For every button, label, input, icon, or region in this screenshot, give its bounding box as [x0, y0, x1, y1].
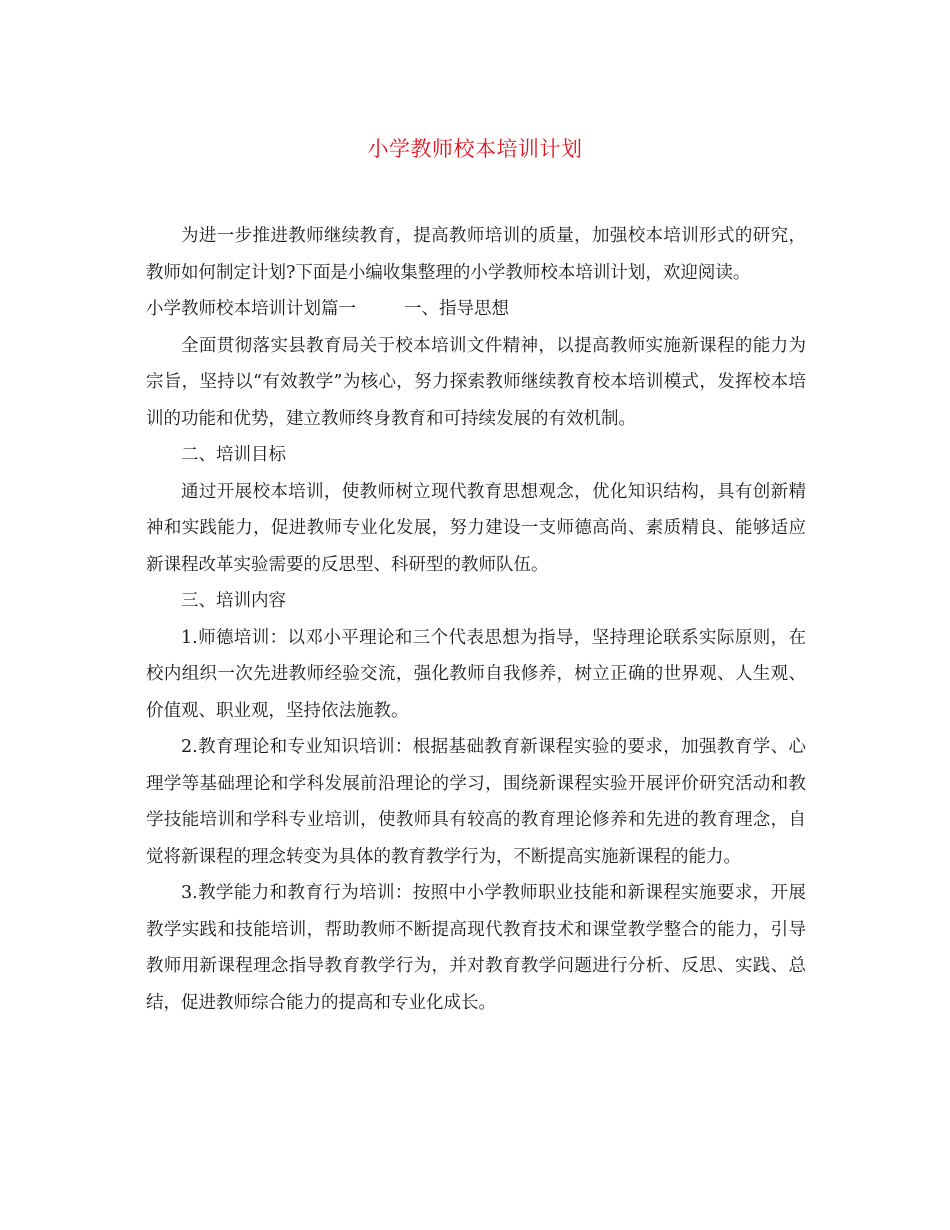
training-item-theory: 2.教育理论和专业知识培训：根据基础教育新课程实验的要求，加强教育学、心理学等基础理论和学科发展前沿理论的学习，围绕新课程实验开展评价研究活动和教学技能培训和学科专业培训，使教师具有较高的教育理论修养和先进的教育理念，自觉将新课程的理念转变为具体的教育教学行为，不断提高实施新课程的能力。	[146, 737, 806, 867]
training-item-teaching-ability: 3.教学能力和教育行为培训：按照中小学教师职业技能和新课程实施要求，开展教学实践和技能培训，帮助教师不断提高现代教育技术和课堂教学整合的能力，引导教师用新课程理念指导教育教学行为，并对教育教学问题进行分析、反思、实践、总结，促进教师综合能力的提高和专业化成长。	[146, 883, 806, 1013]
guiding-ideology-paragraph: 全面贯彻落实县教育局关于校本培训文件精神，以提高教师实施新课程的能力为宗旨，坚持以“有效教学”为核心，努力探索教师继续教育校本培训模式，发挥校本培训的功能和优势，建立教师终身教育和可持续发展的有效机制。	[146, 335, 806, 429]
training-item-ethics: 1.师德培训：以邓小平理论和三个代表思想为指导，坚持理论联系实际原则，在校内组织一次先进教师经验交流，强化教师自我修养，树立正确的世界观、人生观、价值观、职业观，坚持依法施教。	[146, 627, 806, 721]
section-heading-training-content: 三、培训内容	[181, 591, 286, 611]
training-goals-paragraph: 通过开展校本培训，使教师树立现代教育思想观念，优化知识结构，具有创新精神和实践能力，促进教师专业化发展，努力建设一支师德高尚、素质精良、能够适应新课程改革实验需要的反思型、科研型的教师队伍。	[146, 481, 806, 575]
article-label: 小学教师校本培训计划篇一	[146, 299, 356, 319]
section-heading-guiding-ideology: 一、指导思想	[404, 299, 509, 319]
document-body	[146, 218, 806, 1021]
article-heading-line	[146, 291, 806, 328]
section-heading-training-goals: 二、培训目标	[181, 445, 286, 465]
intro-paragraph: 为进一步推进教师继续教育，提高教师培训的质量，加强校本培训形式的研究，教师如何制定计划?下面是小编收集整理的小学教师校本培训计划，欢迎阅读。	[146, 226, 806, 283]
document-title: 小学教师校本培训计划	[367, 137, 583, 161]
